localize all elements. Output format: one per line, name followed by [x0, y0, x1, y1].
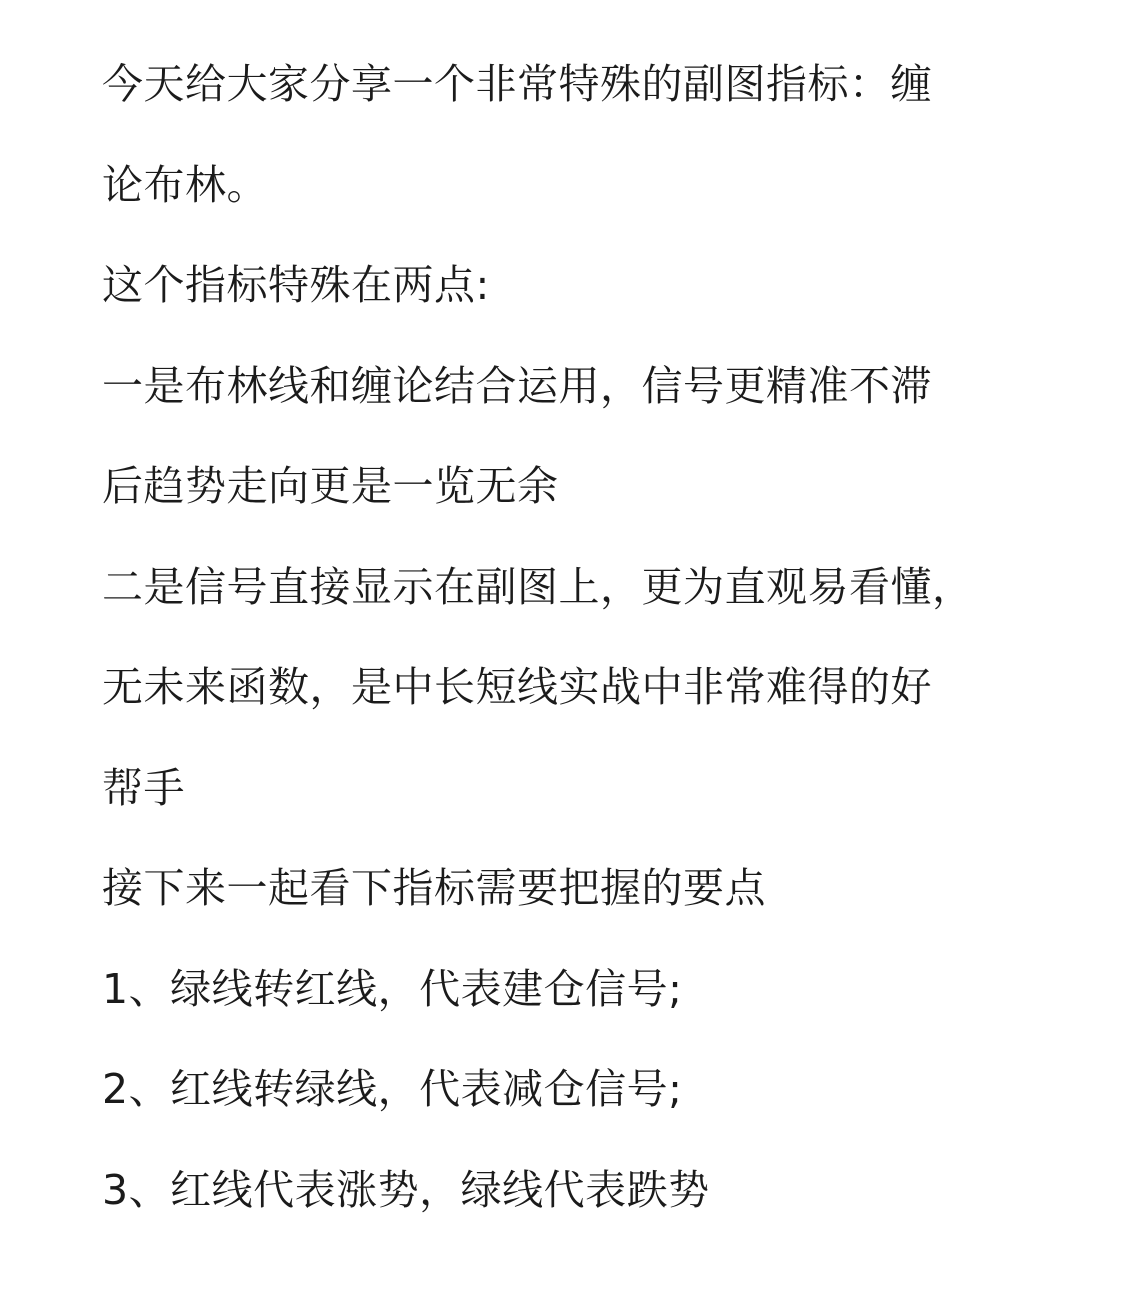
text-line-features-heading: 这个指标特殊在两点:	[102, 261, 490, 309]
text-line-feature-one: 一是布林线和缠论结合运用，信号更精准不滞	[102, 361, 932, 410]
text-line-feature-one-cont: 后趋势走向更是一览无余	[102, 462, 559, 510]
text-line-feature-two-end: 帮手	[102, 763, 185, 812]
text-line-feature-two: 二是信号直接显示在副图上，更为直观易看懂，	[102, 562, 974, 611]
text-line-intro-cont: 论布林。	[102, 160, 268, 209]
list-item-point-3: 3、红线代表涨势，绿线代表跌势	[102, 1165, 710, 1214]
article-body	[102, 34, 1092, 1240]
text-line-feature-two-cont: 无未来函数，是中长短线实战中非常难得的好	[102, 663, 932, 711]
text-line-key-points-heading: 接下来一起看下指标需要把握的要点	[102, 864, 766, 912]
list-item-point-2: 2、红线转绿线，代表减仓信号;	[102, 1065, 683, 1113]
text-line-intro: 今天给大家分享一个非常特殊的副图指标：缠	[102, 60, 932, 108]
list-item-point-1: 1、绿线转红线，代表建仓信号;	[102, 964, 683, 1013]
